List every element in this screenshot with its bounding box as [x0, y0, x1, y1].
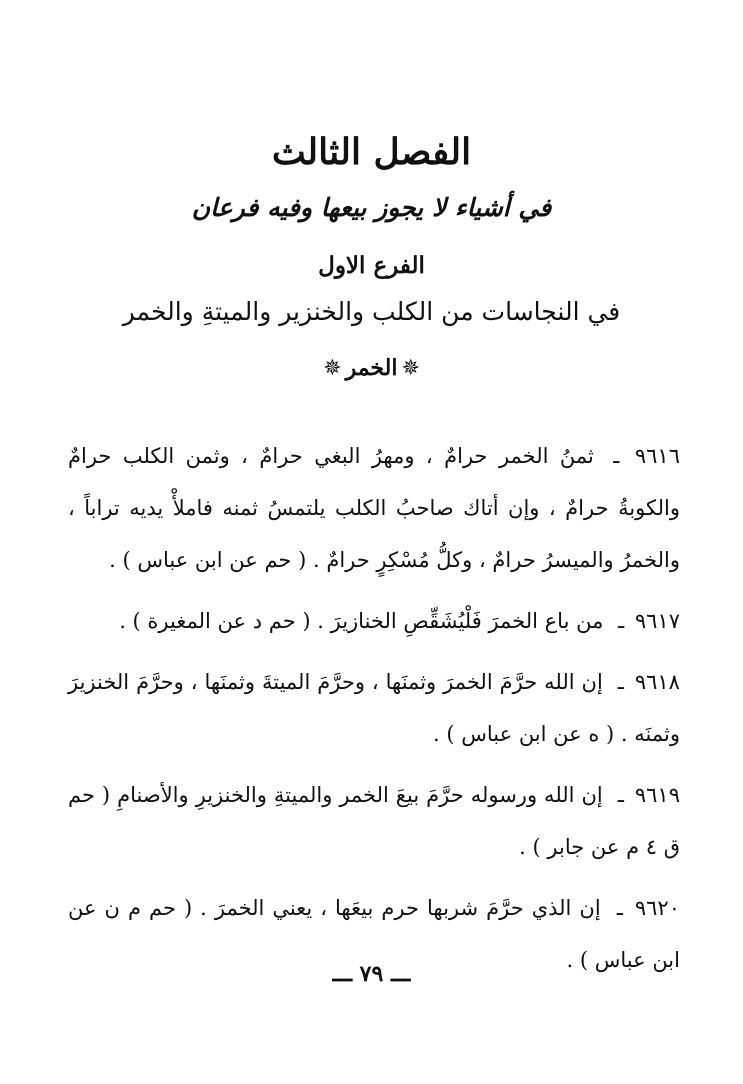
hadith-dash: ـ: [618, 609, 625, 633]
branch-title: الفرع الاول: [318, 252, 425, 279]
hadith-number: ٩٦٢٠: [634, 896, 680, 920]
section-heading: [0, 350, 743, 387]
star-ornament-icon: ✵: [401, 356, 420, 381]
hadith-dash: ـ: [617, 783, 624, 807]
hadith-source: ( ه عن ابن عباس ) .: [433, 722, 615, 746]
hadith-entry: [68, 769, 680, 873]
hadith-source: ( حم ق ٤ م عن جابر ) .: [68, 783, 680, 859]
hadith-number: ٩٦١٩: [634, 783, 680, 807]
hadith-text: إن الله حرَّمَ الخمرَ وثمنَها ، وحرَّمَ الميتةَ وثمنَها ، وحرَّمَ الخنزيرَ وثمنَه .: [68, 670, 680, 746]
hadith-text: من باع الخمرَ فَلْيُشَقِّصِ الخنازيرَ .: [317, 609, 604, 633]
section-heading-text: الخمر: [345, 355, 398, 381]
chapter-subtitle: في أشياء لا يجوز بيعها وفيه فرعان: [191, 193, 552, 222]
hadith-number: ٩٦١٨: [634, 670, 680, 694]
hadith-text: إن الذي حرَّمَ شربها حرم بيعَها ، يعني الخمرَ .: [200, 896, 601, 920]
hadith-source: ( حم م ن عن ابن عباس ) .: [68, 896, 680, 972]
hadith-source: ( حم عن ابن عباس ) .: [109, 548, 307, 572]
hadith-dash: ـ: [617, 670, 624, 694]
star-ornament-icon: ✵: [323, 356, 342, 381]
hadith-entry: [68, 656, 680, 760]
hadith-list: [68, 430, 680, 995]
hadith-number: ٩٦١٧: [634, 609, 680, 633]
hadith-dash: ـ: [613, 444, 620, 468]
hadith-entry: [68, 430, 680, 586]
page-number: ـــ ٧٩ ـــ: [332, 961, 411, 987]
hadith-text: إن الله ورسوله حرَّمَ بيعَ الخمر والميتةِ والخنزيرِ والأصنامِ: [117, 783, 603, 807]
branch-subtitle: في النجاسات من الكلب والخنزير والميتةِ والخمر: [122, 297, 621, 326]
hadith-number: ٩٦١٦: [634, 444, 680, 468]
hadith-source: ( حم د عن المغيرة ) .: [119, 609, 311, 633]
hadith-text: ثمنُ الخمر حرامٌ ، ومهرُ البغي حرامٌ ، وثمن الكلب حرامٌ والكوبةُ حرامٌ ، وإن أتاك صاحبُ الكلب يلتمسُ ثمنه فاملأْ يديه تراباً ، والخمرُ والميسرُ حرامٌ ، وكلُّ مُسْكِرٍ حرامٌ .: [68, 444, 680, 572]
hadith-entry: [68, 595, 680, 647]
hadith-dash: ـ: [616, 896, 623, 920]
chapter-title: الفصل الثالث: [271, 131, 472, 173]
